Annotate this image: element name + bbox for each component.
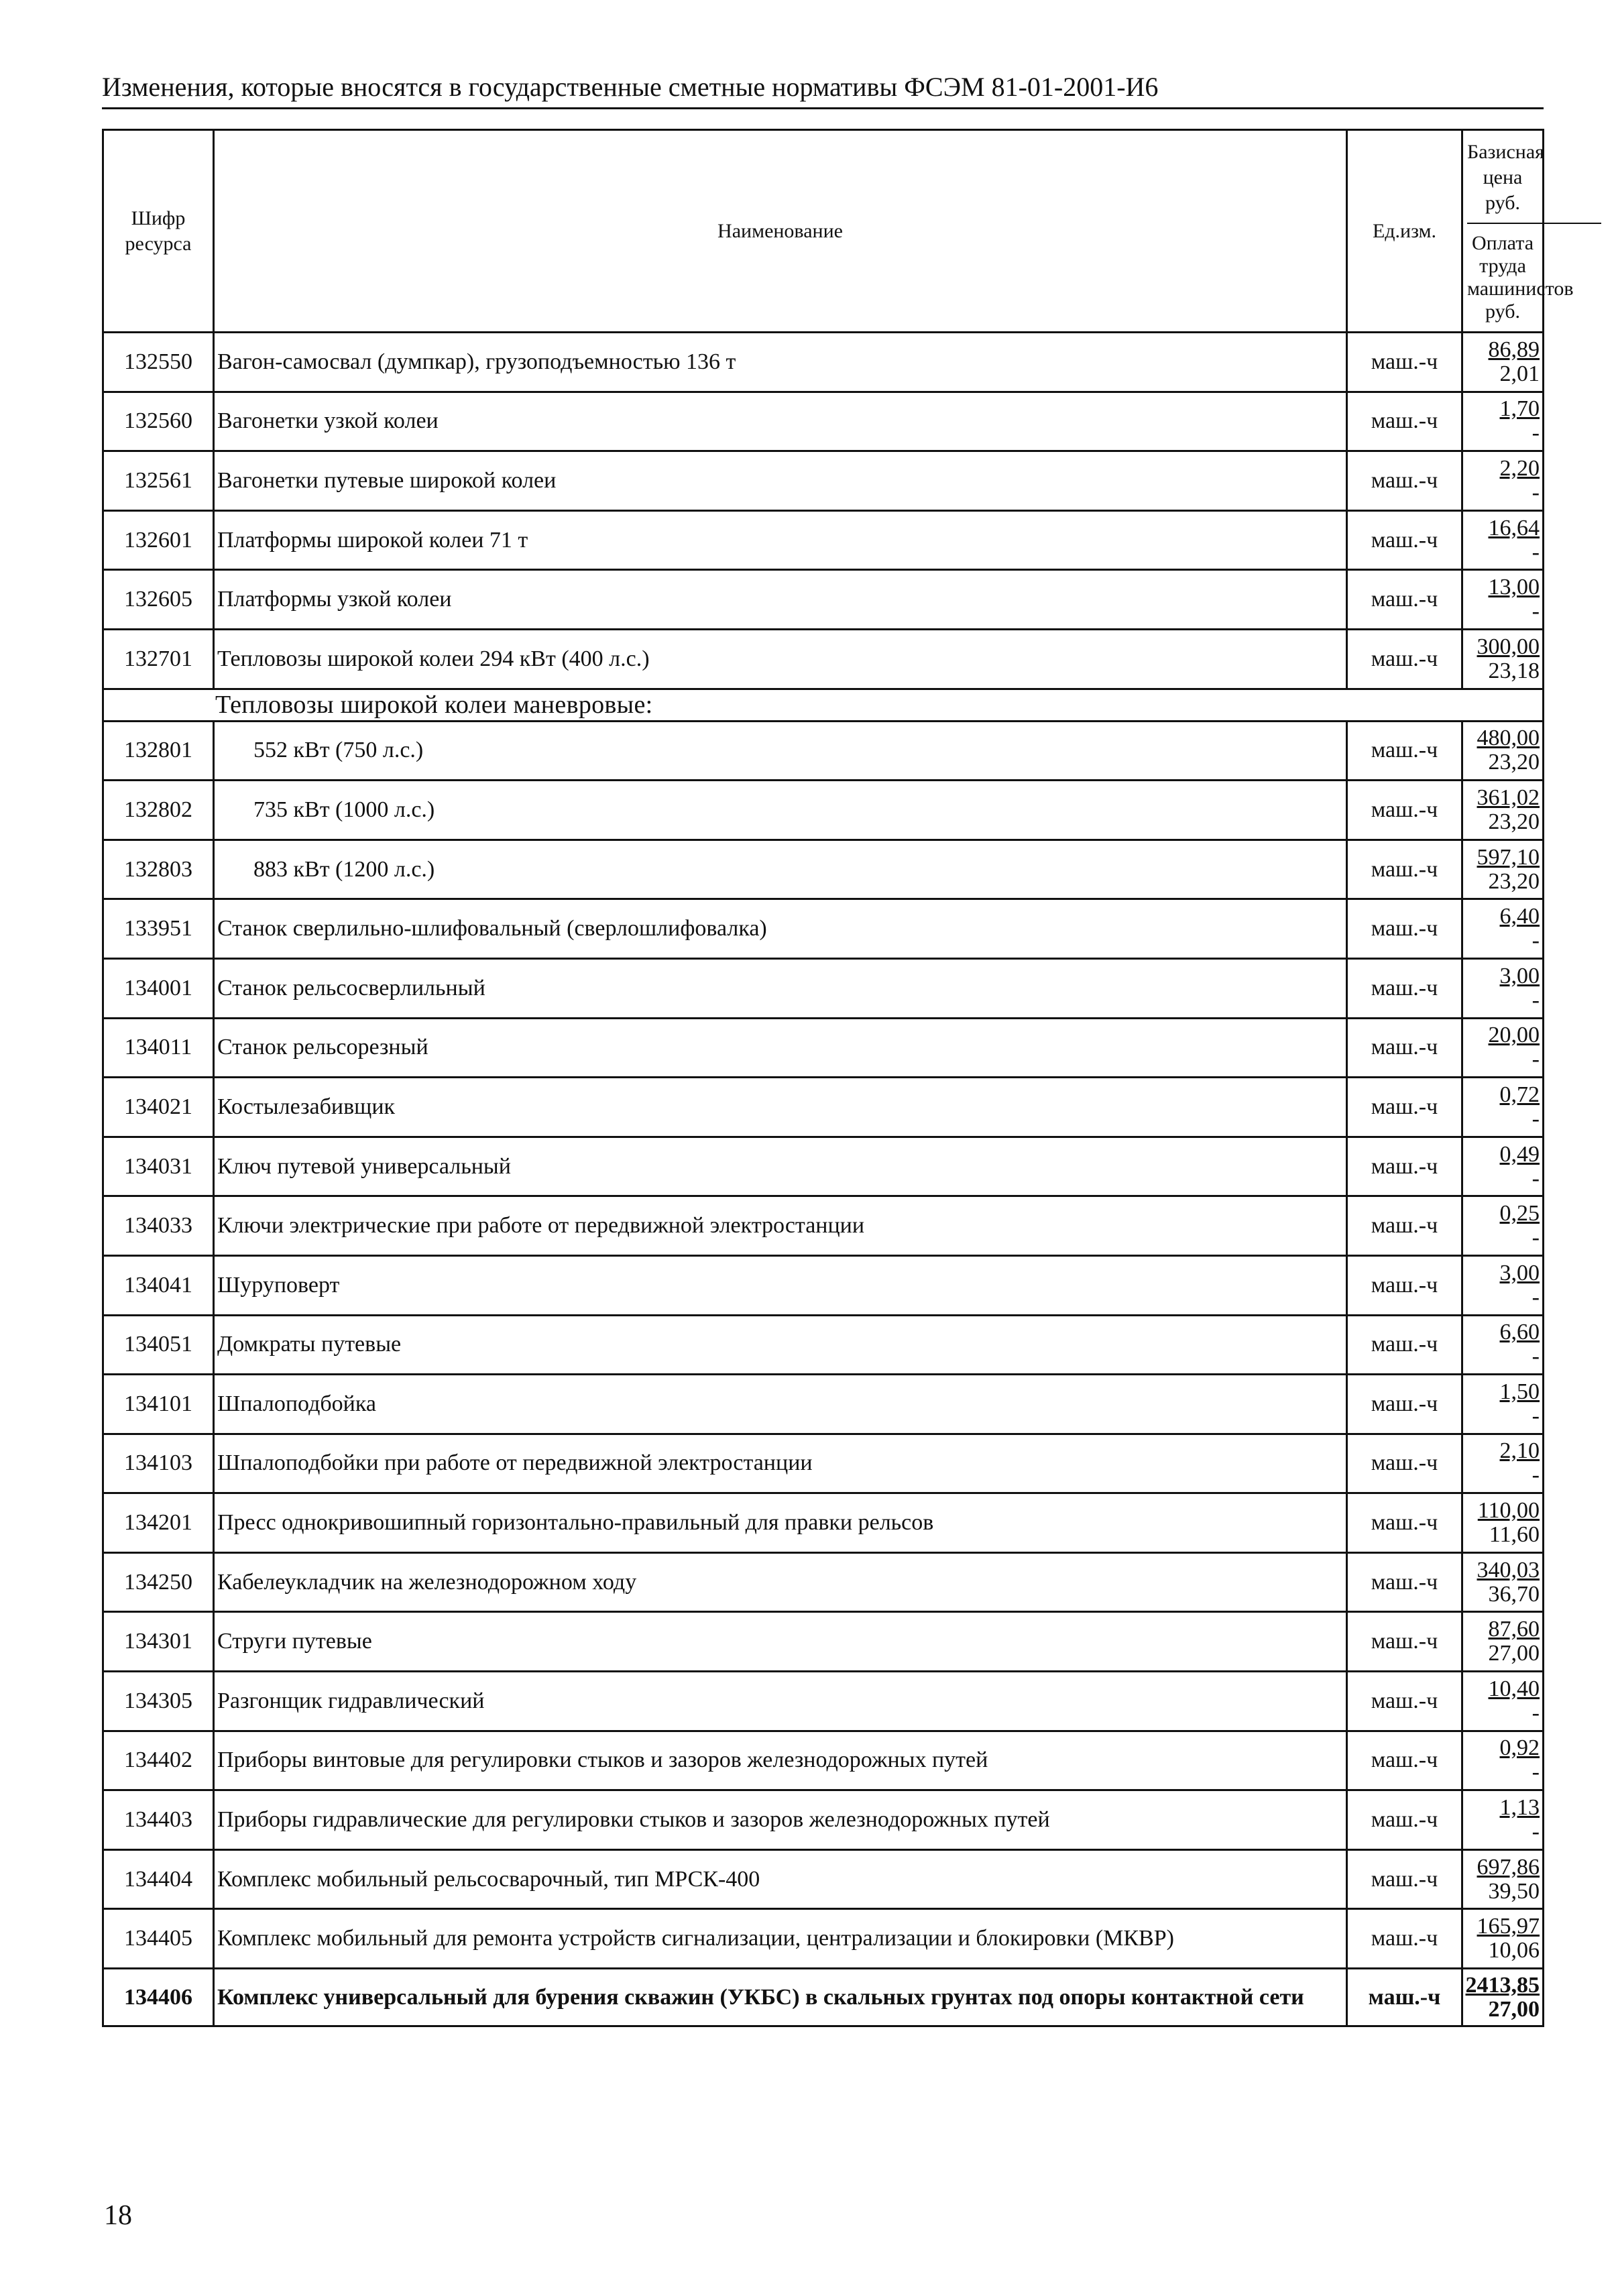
resource-name: Ключ путевой универсальный [214, 1137, 1347, 1196]
resource-name: Станок рельсорезный [214, 1018, 1347, 1078]
resource-unit: маш.-ч [1347, 1137, 1462, 1196]
resource-unit: маш.-ч [1347, 840, 1462, 899]
operator-wage: - [1532, 420, 1540, 446]
resource-name: Пресс однокривошипный горизонтально-правильный для правки рельсов [214, 1493, 1347, 1553]
resource-name: Тепловозы широкой колеи 294 кВт (400 л.с.) [214, 629, 1347, 689]
operator-wage: - [1532, 1284, 1540, 1310]
resource-name: Вагонетки путевые широкой колеи [214, 451, 1347, 511]
resource-name: Приборы гидравлические для регулировки стыков и зазоров железнодорожных путей [214, 1790, 1347, 1850]
table-row [103, 1255, 1544, 1315]
resource-code: 134031 [103, 1137, 214, 1196]
resource-unit: маш.-ч [1347, 1493, 1462, 1553]
operator-wage: 27,00 [1488, 1641, 1540, 1666]
resource-code: 134250 [103, 1552, 214, 1612]
resource-name: 552 кВт (750 л.с.) [214, 721, 1347, 781]
table-row [103, 1790, 1544, 1850]
price-cell [1462, 1790, 1544, 1850]
resource-code: 132550 [103, 333, 214, 392]
resource-name: Домкраты путевые [214, 1315, 1347, 1375]
price-cell [1462, 899, 1544, 959]
price-cell [1462, 1969, 1544, 2026]
table-body [103, 333, 1544, 2026]
table-row [103, 392, 1544, 451]
resource-unit: маш.-ч [1347, 1909, 1462, 1969]
resource-unit: маш.-ч [1347, 333, 1462, 392]
resource-code: 134405 [103, 1909, 214, 1969]
column-header-price [1462, 130, 1574, 333]
document-header: Изменения, которые вносятся в государственные сметные нормативы ФСЭМ 81-01-2001-И6 [102, 72, 1159, 102]
base-price: 20,00 [1488, 1023, 1540, 1048]
base-price: 10,40 [1488, 1676, 1540, 1701]
base-price: 0,25 [1499, 1201, 1540, 1226]
resource-unit: маш.-ч [1347, 392, 1462, 451]
resource-code: 134301 [103, 1612, 214, 1672]
base-price: 1,70 [1499, 396, 1540, 422]
resource-code: 134404 [103, 1849, 214, 1909]
table-group-row [103, 689, 1544, 721]
operator-wage: 39,50 [1488, 1878, 1540, 1904]
price-cell [1462, 840, 1544, 899]
base-price: 87,60 [1488, 1617, 1540, 1642]
price-cell [1462, 1493, 1544, 1553]
page-number: 18 [104, 2200, 132, 2231]
base-price: 597,10 [1477, 844, 1540, 870]
resource-code: 134201 [103, 1493, 214, 1553]
resource-unit: маш.-ч [1347, 1434, 1462, 1493]
resource-name: Комплекс универсальный для бурения скважин (УКБС) в скальных грунтах под опоры контактной сети [214, 1969, 1347, 2026]
table-row [103, 781, 1544, 840]
column-header-base-price: Базисная цена руб. [1467, 140, 1544, 214]
base-price: 2413,85 [1465, 1972, 1540, 1998]
operator-wage: - [1532, 539, 1540, 565]
table-row [103, 1137, 1544, 1196]
table-row [103, 840, 1544, 899]
price-cell [1462, 1731, 1544, 1790]
resource-unit: маш.-ч [1347, 781, 1462, 840]
price-cell [1462, 451, 1544, 511]
operator-wage: 23,20 [1488, 809, 1540, 834]
resource-unit: маш.-ч [1347, 1612, 1462, 1672]
resource-name: Приборы винтовые для регулировки стыков и зазоров железнодорожных путей [214, 1731, 1347, 1790]
resource-unit: маш.-ч [1347, 451, 1462, 511]
base-price: 2,20 [1499, 455, 1540, 481]
operator-wage: - [1532, 1462, 1540, 1488]
operator-wage: - [1532, 1344, 1540, 1369]
price-cell [1462, 1078, 1544, 1137]
price-cell [1462, 958, 1544, 1018]
price-cell [1462, 333, 1544, 392]
base-price: 0,92 [1499, 1735, 1540, 1761]
table-row [103, 1018, 1544, 1078]
resource-name: Шуруповерт [214, 1255, 1347, 1315]
resource-unit: маш.-ч [1347, 1731, 1462, 1790]
price-cell [1462, 1672, 1544, 1731]
resource-name: Шпалоподбойки при работе от передвижной электростанции [214, 1434, 1347, 1493]
resource-unit: маш.-ч [1347, 1078, 1462, 1137]
base-price: 86,89 [1488, 337, 1540, 362]
base-price: 361,02 [1477, 785, 1540, 810]
price-cell [1462, 510, 1544, 570]
resource-unit: маш.-ч [1347, 1969, 1462, 2026]
resource-unit: маш.-ч [1347, 510, 1462, 570]
column-header-unit: Ед.изм. [1347, 130, 1462, 333]
table-header-row [103, 130, 1544, 333]
base-price: 165,97 [1477, 1914, 1540, 1939]
base-price: 16,64 [1488, 515, 1540, 540]
resource-name: Струги путевые [214, 1612, 1347, 1672]
column-header-name: Наименование [214, 130, 1347, 333]
table-row [103, 1375, 1544, 1434]
resource-code: 134033 [103, 1196, 214, 1256]
price-cell [1462, 1137, 1544, 1196]
base-price: 1,50 [1499, 1379, 1540, 1404]
resource-code: 134103 [103, 1434, 214, 1493]
operator-wage: - [1532, 1047, 1540, 1072]
table-row [103, 899, 1544, 959]
resource-name: Платформы широкой колеи 71 т [214, 510, 1347, 570]
price-cell [1462, 1612, 1544, 1672]
operator-wage: - [1532, 1819, 1540, 1845]
resource-name: 735 кВт (1000 л.с.) [214, 781, 1347, 840]
resource-name: Платформы узкой колеи [214, 570, 1347, 630]
resource-code: 133951 [103, 899, 214, 959]
price-cell [1462, 392, 1544, 451]
operator-wage: - [1532, 1403, 1540, 1428]
resource-name: Разгонщик гидравлический [214, 1672, 1347, 1731]
base-price: 6,60 [1499, 1320, 1540, 1345]
base-price: 3,00 [1499, 1260, 1540, 1285]
resource-code: 132701 [103, 629, 214, 689]
resource-name: Ключи электрические при работе от передвижной электростанции [214, 1196, 1347, 1256]
resource-name: Вагонетки узкой колеи [214, 392, 1347, 451]
table-row [103, 1315, 1544, 1375]
table-row [103, 333, 1544, 392]
operator-wage: 2,01 [1499, 361, 1540, 386]
resource-table [102, 129, 1574, 2027]
table-row [103, 1909, 1544, 1969]
resource-unit: маш.-ч [1347, 1849, 1462, 1909]
price-cell [1462, 1375, 1544, 1434]
base-price: 480,00 [1477, 726, 1540, 751]
operator-wage: - [1532, 1165, 1540, 1191]
price-cell [1462, 1018, 1544, 1078]
base-price: 0,49 [1499, 1141, 1540, 1167]
price-cell [1462, 1552, 1544, 1612]
resource-unit: маш.-ч [1347, 1196, 1462, 1256]
table-row [103, 1552, 1544, 1612]
operator-wage: 36,70 [1488, 1581, 1540, 1607]
table-row [103, 1612, 1544, 1672]
resource-name: 883 кВт (1200 л.с.) [214, 840, 1347, 899]
resource-unit: маш.-ч [1347, 1672, 1462, 1731]
resource-unit: маш.-ч [1347, 629, 1462, 689]
base-price: 340,03 [1477, 1557, 1540, 1583]
column-header-code: Шифр ресурса [103, 130, 214, 333]
operator-wage: 23,18 [1488, 658, 1540, 683]
table-row [103, 1849, 1544, 1909]
resource-unit: маш.-ч [1347, 721, 1462, 781]
base-price: 697,86 [1477, 1854, 1540, 1880]
resource-name: Станок сверлильно-шлифовальный (сверлошлифовалка) [214, 899, 1347, 959]
resource-unit: маш.-ч [1347, 1315, 1462, 1375]
resource-code: 134051 [103, 1315, 214, 1375]
resource-name: Комплекс мобильный для ремонта устройств сигнализации, централизации и блокировки (МКВР) [214, 1909, 1347, 1969]
column-header-wage: Оплата труда машинистов руб. [1467, 231, 1574, 323]
price-cell [1462, 1434, 1544, 1493]
table-row [103, 629, 1544, 689]
operator-wage: - [1532, 479, 1540, 505]
resource-unit: маш.-ч [1347, 1552, 1462, 1612]
table-row [103, 1434, 1544, 1493]
resource-unit: маш.-ч [1347, 899, 1462, 959]
table-row [103, 1493, 1544, 1553]
base-price: 110,00 [1477, 1498, 1540, 1524]
table-row [103, 721, 1544, 781]
resource-name: Кабелеукладчик на железнодорожном ходу [214, 1552, 1347, 1612]
resource-unit: маш.-ч [1347, 1255, 1462, 1315]
operator-wage: 27,00 [1488, 1996, 1540, 2022]
resource-code: 134406 [103, 1969, 214, 2026]
resource-code: 134402 [103, 1731, 214, 1790]
table-row [103, 1196, 1544, 1256]
resource-code: 134403 [103, 1790, 214, 1850]
resource-code: 134001 [103, 958, 214, 1018]
operator-wage: - [1532, 1700, 1540, 1725]
table-row [103, 1969, 1544, 2026]
base-price: 13,00 [1488, 575, 1540, 600]
resource-code: 134011 [103, 1018, 214, 1078]
resource-name: Шпалоподбойка [214, 1375, 1347, 1434]
price-cell [1462, 570, 1544, 630]
base-price: 6,40 [1499, 904, 1540, 929]
operator-wage: - [1532, 1760, 1540, 1785]
operator-wage: 23,20 [1488, 750, 1540, 775]
table-row [103, 1731, 1544, 1790]
table-row [103, 1078, 1544, 1137]
resource-code: 132801 [103, 721, 214, 781]
base-price: 300,00 [1477, 634, 1540, 659]
table-row [103, 958, 1544, 1018]
price-cell [1462, 1849, 1544, 1909]
resource-code: 134041 [103, 1255, 214, 1315]
resource-name: Костылезабивщик [214, 1078, 1347, 1137]
resource-unit: маш.-ч [1347, 570, 1462, 630]
price-cell [1462, 721, 1544, 781]
operator-wage: 23,20 [1488, 868, 1540, 894]
base-price: 2,10 [1499, 1438, 1540, 1464]
resource-unit: маш.-ч [1347, 1790, 1462, 1850]
group-heading: Тепловозы широкой колеи маневровые: [103, 689, 1544, 721]
resource-code: 132561 [103, 451, 214, 511]
resource-code: 134305 [103, 1672, 214, 1731]
resource-name: Станок рельсосверлильный [214, 958, 1347, 1018]
price-cell [1462, 781, 1544, 840]
resource-code: 132605 [103, 570, 214, 630]
table-row [103, 1672, 1544, 1731]
resource-unit: маш.-ч [1347, 1375, 1462, 1434]
resource-code: 134021 [103, 1078, 214, 1137]
resource-code: 132803 [103, 840, 214, 899]
table-row [103, 570, 1544, 630]
price-cell [1462, 1196, 1544, 1256]
resource-code: 132802 [103, 781, 214, 840]
price-cell [1462, 629, 1544, 689]
resource-code: 134101 [103, 1375, 214, 1434]
table-row [103, 451, 1544, 511]
base-price: 1,13 [1499, 1795, 1540, 1821]
base-price: 3,00 [1499, 963, 1540, 988]
operator-wage: 11,60 [1489, 1522, 1540, 1548]
operator-wage: - [1532, 1106, 1540, 1131]
operator-wage: - [1532, 928, 1540, 954]
table-row [103, 510, 1544, 570]
resource-code: 132560 [103, 392, 214, 451]
base-price: 0,72 [1499, 1082, 1540, 1107]
resource-unit: маш.-ч [1347, 958, 1462, 1018]
resource-name: Комплекс мобильный рельсосварочный, тип МРСК-400 [214, 1849, 1347, 1909]
price-cell [1462, 1255, 1544, 1315]
price-cell [1462, 1315, 1544, 1375]
operator-wage: - [1532, 599, 1540, 624]
operator-wage: - [1532, 1225, 1540, 1251]
price-cell [1462, 1909, 1544, 1969]
resource-unit: маш.-ч [1347, 1018, 1462, 1078]
operator-wage: 10,06 [1488, 1938, 1540, 1963]
resource-name: Вагон-самосвал (думпкар), грузоподъемностью 136 т [214, 333, 1347, 392]
header-rule [102, 107, 1544, 109]
resource-code: 132601 [103, 510, 214, 570]
operator-wage: - [1532, 987, 1540, 1013]
